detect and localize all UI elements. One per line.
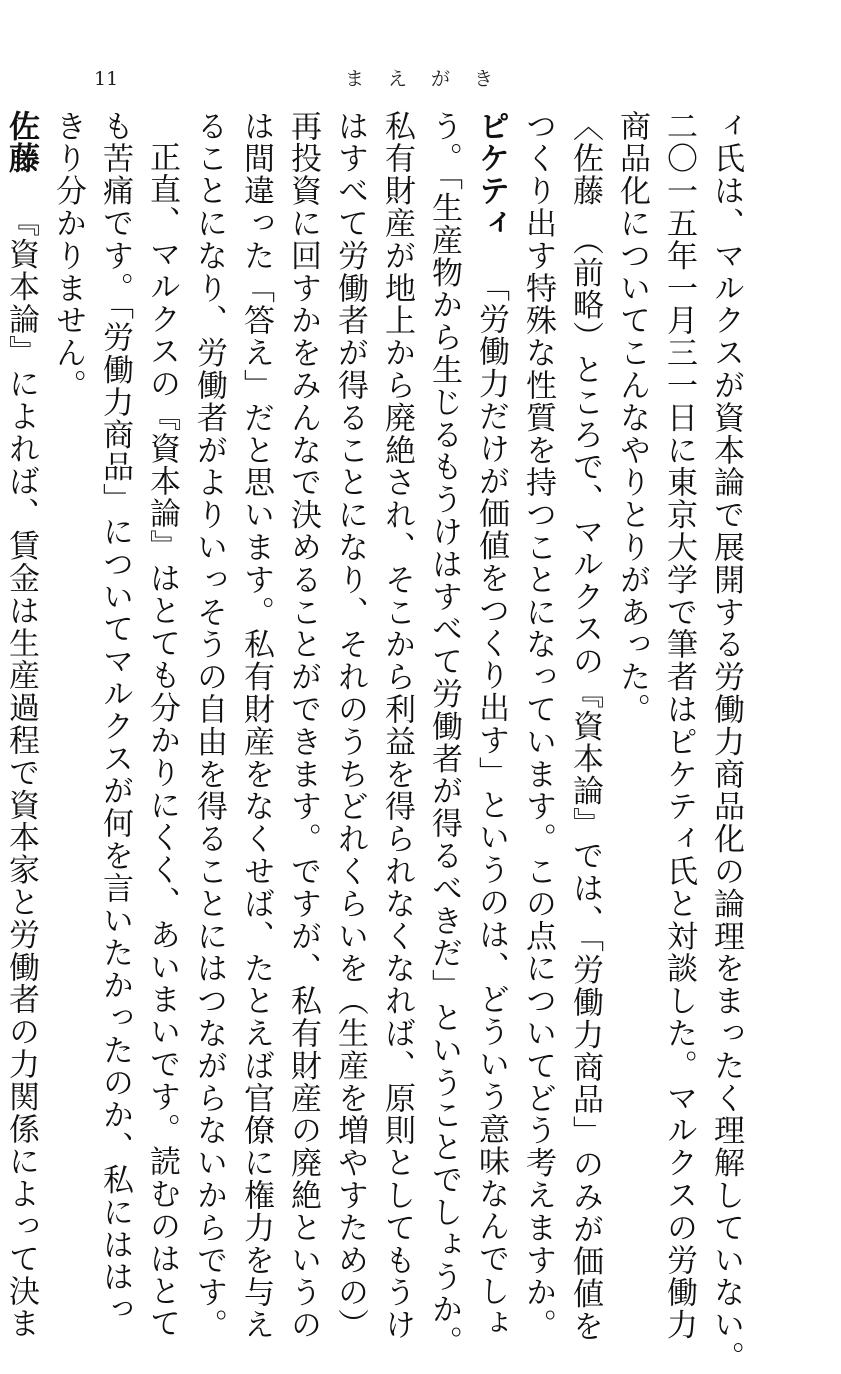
column-text: も苦痛です。「労働力商品」についてマルクスが何を言いたかったのか、私にははっ — [97, 110, 133, 1326]
column-text: はすべて労働者が得ることになり、それのうちどれくらいを（生産を増やすための） — [332, 110, 368, 1342]
text-column — [561, 110, 608, 1343]
column-text: 再投資に回すかをみんなで決めることができます。ですが、私有財産の廃絶というの — [285, 110, 321, 1342]
text-column — [91, 110, 138, 1326]
text-column — [279, 110, 326, 1342]
text-column — [373, 110, 420, 1342]
column-text: う。「生産物から生じるもうけはすべて労働者が得るべきだ」ということでしょうか。 — [426, 110, 462, 1359]
text-column — [420, 110, 467, 1359]
running-title: まえがき — [345, 68, 518, 90]
column-text: つくり出す特殊な性質を持つことになっています。この点についてどう考えますか。 — [520, 110, 556, 1342]
text-column — [702, 110, 749, 1374]
column-text: 私有財産が地上から廃絶され、そこから利益を得られなくなれば、原則としてもうけ — [379, 110, 415, 1342]
column-text: ることになり、労働者がよりいっそうの自由を得ることにはつながらないからです。 — [191, 110, 227, 1342]
text-column — [185, 110, 232, 1342]
text-column — [0, 110, 44, 1340]
column-text: 正直、マルクスの『資本論』はとても分かりにくく、あいまいです。読むのはとて — [144, 141, 180, 1340]
speaker-name: ピケティ — [473, 110, 509, 240]
column-text: 商品化についてこんなやりとりがあった。 — [614, 110, 650, 726]
speaker-name: 佐藤 — [3, 110, 39, 175]
text-column — [655, 110, 702, 1342]
column-text: 二〇一五年一月三一日に東京大学で筆者はピケティ氏と対談した。マルクスの労働力 — [661, 110, 697, 1342]
text-column — [326, 110, 373, 1342]
text-column — [138, 110, 185, 1340]
page-number: 11 — [94, 68, 119, 90]
text-column — [232, 110, 279, 1342]
text-column — [514, 110, 561, 1342]
vertical-body-text — [0, 110, 749, 1374]
column-text: 〈佐藤 （前略）ところで、マルクスの『資本論』では、「労働力商品」のみが価値を — [567, 110, 603, 1343]
column-text: 『資本論』によれば、賃金は生産過程で資本家と労働者の力関係によって決ま — [3, 205, 39, 1340]
column-text: ィ氏は、マルクスが資本論で展開する労働力商品化の論理をまったく理解していない。 — [708, 110, 744, 1374]
column-text: きり分かりません。 — [50, 110, 86, 402]
text-column — [44, 110, 91, 1140]
text-column — [467, 110, 514, 1340]
column-text: 「労働力だけが価値をつくり出す」というのは、どういう意味なんでしょ — [473, 270, 509, 1340]
column-text: は間違った「答え」だと思います。私有財産をなくせば、たとえば官僚に権力を与え — [238, 110, 274, 1342]
text-column — [608, 110, 655, 1140]
